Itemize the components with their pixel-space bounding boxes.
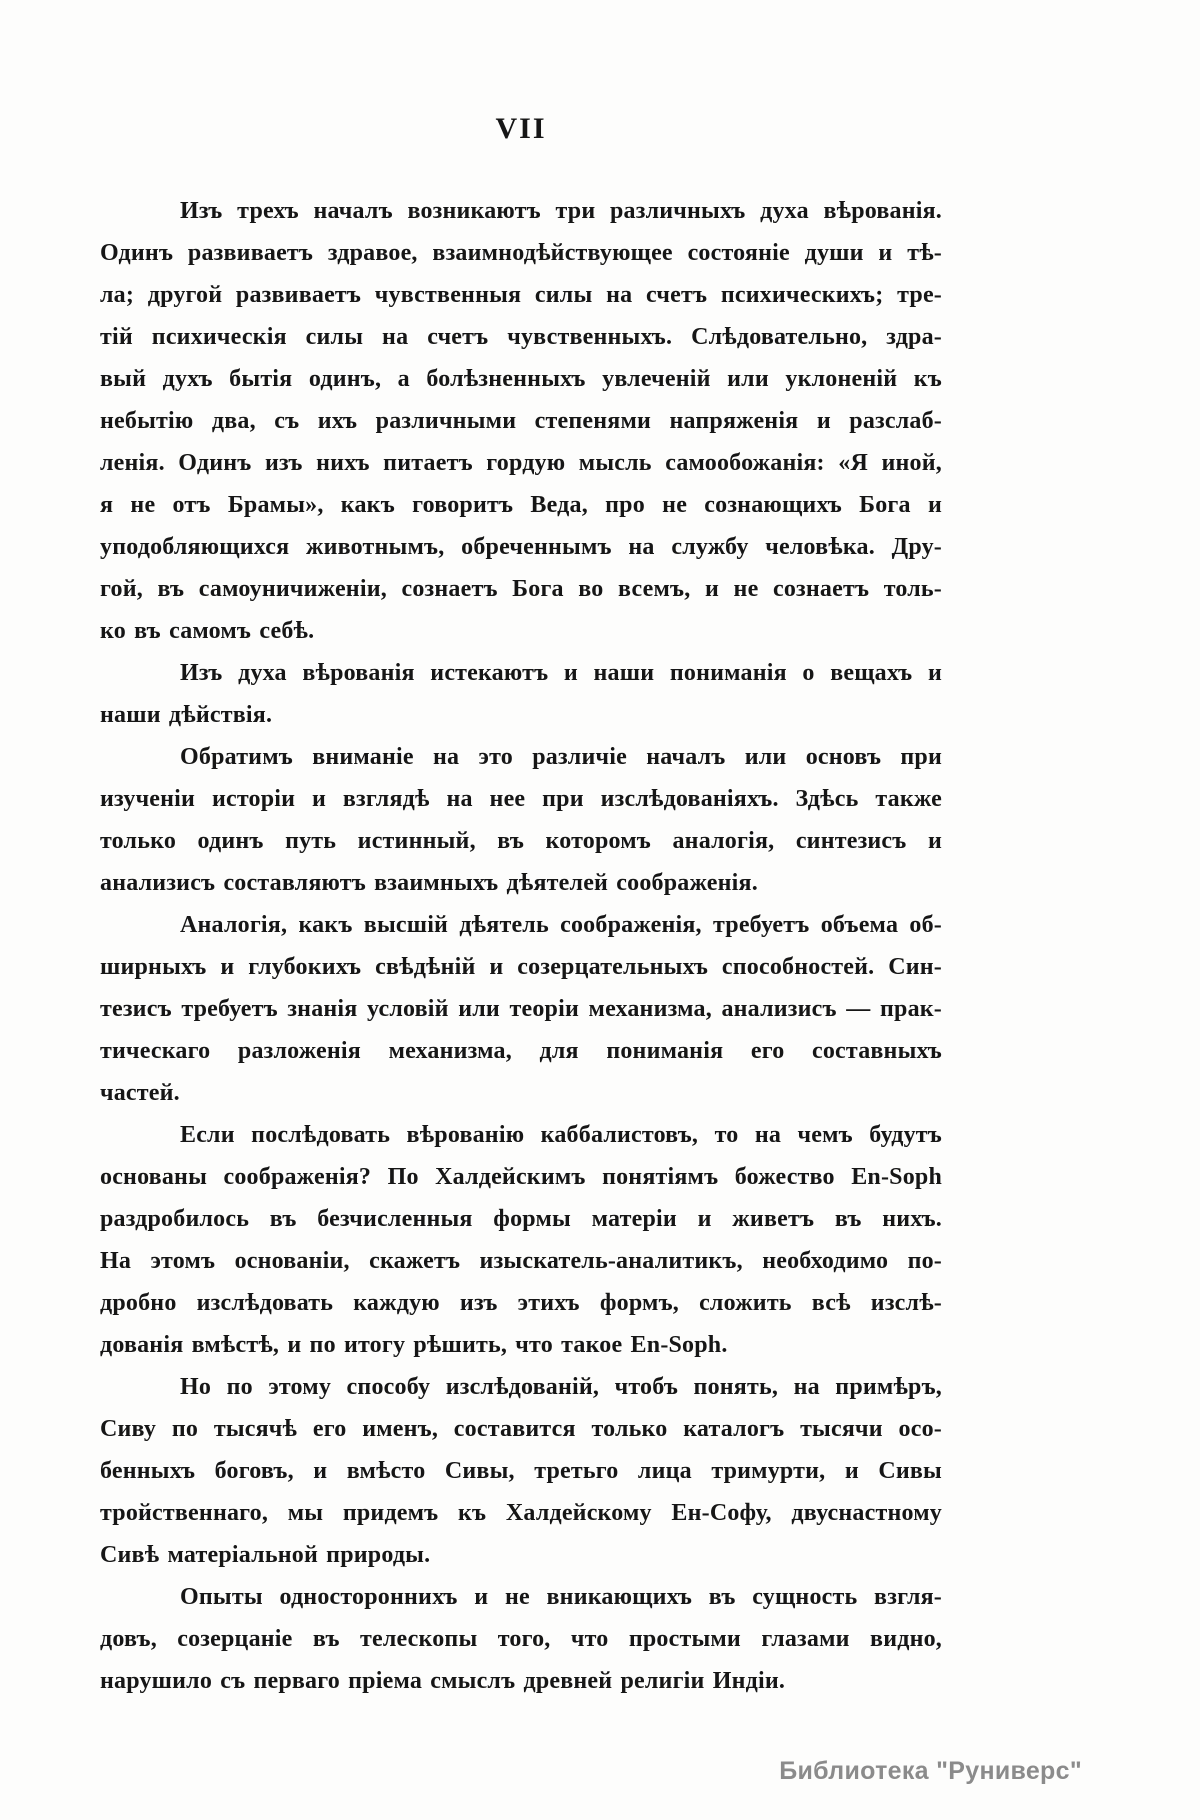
text-line: небытію два, съ ихъ различными степенями напряженія и разслаб- xyxy=(100,408,942,434)
body-text-block xyxy=(100,190,942,1702)
page-number: VII xyxy=(495,112,547,145)
text-line: Сиву по тысячѣ его именъ, составится только каталогъ тысячи осо- xyxy=(100,1416,942,1442)
text-line: анализисъ составляютъ взаимныхъ дѣятелей соображенія. xyxy=(100,870,758,896)
text-line: гой, въ самоуничиженіи, сознаетъ Бога во всемъ, и не сознаетъ толь- xyxy=(100,576,942,602)
text-line: только одинъ путь истинный, въ которомъ аналогія, синтезисъ и xyxy=(100,828,942,854)
text-line: я не отъ Брамы», какъ говоритъ Веда, про не сознающихъ Бога и xyxy=(100,492,942,518)
text-line: Изъ трехъ началъ возникаютъ три различныхъ духа вѣрованія. xyxy=(180,198,942,224)
text-line: Сивѣ матеріальной природы. xyxy=(100,1542,431,1568)
library-watermark: Библиотека "Руниверс" xyxy=(779,1757,1082,1785)
text-line: частей. xyxy=(100,1080,180,1106)
text-line: дробно изслѣдовать каждую изъ этихъ формъ, сложить всѣ изслѣ- xyxy=(100,1290,942,1316)
text-line: тройственнаго, мы придемъ къ Халдейскому Ен-Софу, двуснастному xyxy=(100,1500,942,1526)
text-line: Обратимъ вниманіе на это различіе началъ или основъ при xyxy=(180,744,942,770)
text-line: Если послѣдовать вѣрованію каббалистовъ, то на чемъ будутъ xyxy=(180,1122,942,1148)
text-line: Одинъ развиваетъ здравое, взаимнодѣйствующее состояніе души и тѣ- xyxy=(100,240,942,266)
text-line: изученіи исторіи и взглядѣ на нее при изслѣдованіяхъ. Здѣсь также xyxy=(100,786,942,812)
text-line: довъ, созерцаніе въ телескопы того, что простыми глазами видно, xyxy=(100,1626,942,1652)
text-line: наши дѣйствія. xyxy=(100,702,273,728)
text-line: основаны соображенія? По Халдейскимъ понятіямъ божество En-Soph xyxy=(100,1164,942,1190)
text-line: тезисъ требуетъ знанія условій или теоріи механизма, анализисъ — прак- xyxy=(100,996,942,1022)
text-line: тическаго разложенія механизма, для пониманія его составныхъ xyxy=(100,1038,942,1064)
text-line: ла; другой развиваетъ чувственныя силы на счетъ психическихъ; тре- xyxy=(100,282,942,308)
text-line: дованія вмѣстѣ, и по итогу рѣшить, что такое En-Soph. xyxy=(100,1332,728,1358)
text-line: ленія. Одинъ изъ нихъ питаетъ гордую мысль самообожанія: «Я иной, xyxy=(100,450,942,476)
text-line: ширныхъ и глубокихъ свѣдѣній и созерцательныхъ способностей. Син- xyxy=(100,954,942,980)
text-line: нарушило съ перваго пріема смыслъ древней религіи Индіи. xyxy=(100,1668,786,1694)
text-line: На этомъ основаніи, скажетъ изыскатель-аналитикъ, необходимо по- xyxy=(100,1248,942,1274)
text-line: бенныхъ боговъ, и вмѣсто Сивы, третьго лица тримурти, и Сивы xyxy=(100,1458,942,1484)
text-line: Аналогія, какъ высшій дѣятель соображенія, требуетъ объема об- xyxy=(180,912,942,938)
text-line: Опыты одностороннихъ и не вникающихъ въ сущность взгля- xyxy=(180,1584,942,1610)
text-line: вый духъ бытія одинъ, а болѣзненныхъ увлеченій или уклоненій къ xyxy=(100,366,942,392)
text-line: уподобляющихся животнымъ, обреченнымъ на службу человѣка. Дру- xyxy=(100,534,942,560)
text-line: тій психическія силы на счетъ чувственныхъ. Слѣдовательно, здра- xyxy=(100,324,942,350)
text-line: Но по этому способу изслѣдованій, чтобъ понять, на примѣръ, xyxy=(180,1374,942,1400)
text-line: раздробилось въ безчисленныя формы матеріи и живетъ въ нихъ. xyxy=(100,1206,942,1232)
text-line: ко въ самомъ себѣ. xyxy=(100,618,315,644)
text-line: Изъ духа вѣрованія истекаютъ и наши пониманія о вещахъ и xyxy=(180,660,942,686)
